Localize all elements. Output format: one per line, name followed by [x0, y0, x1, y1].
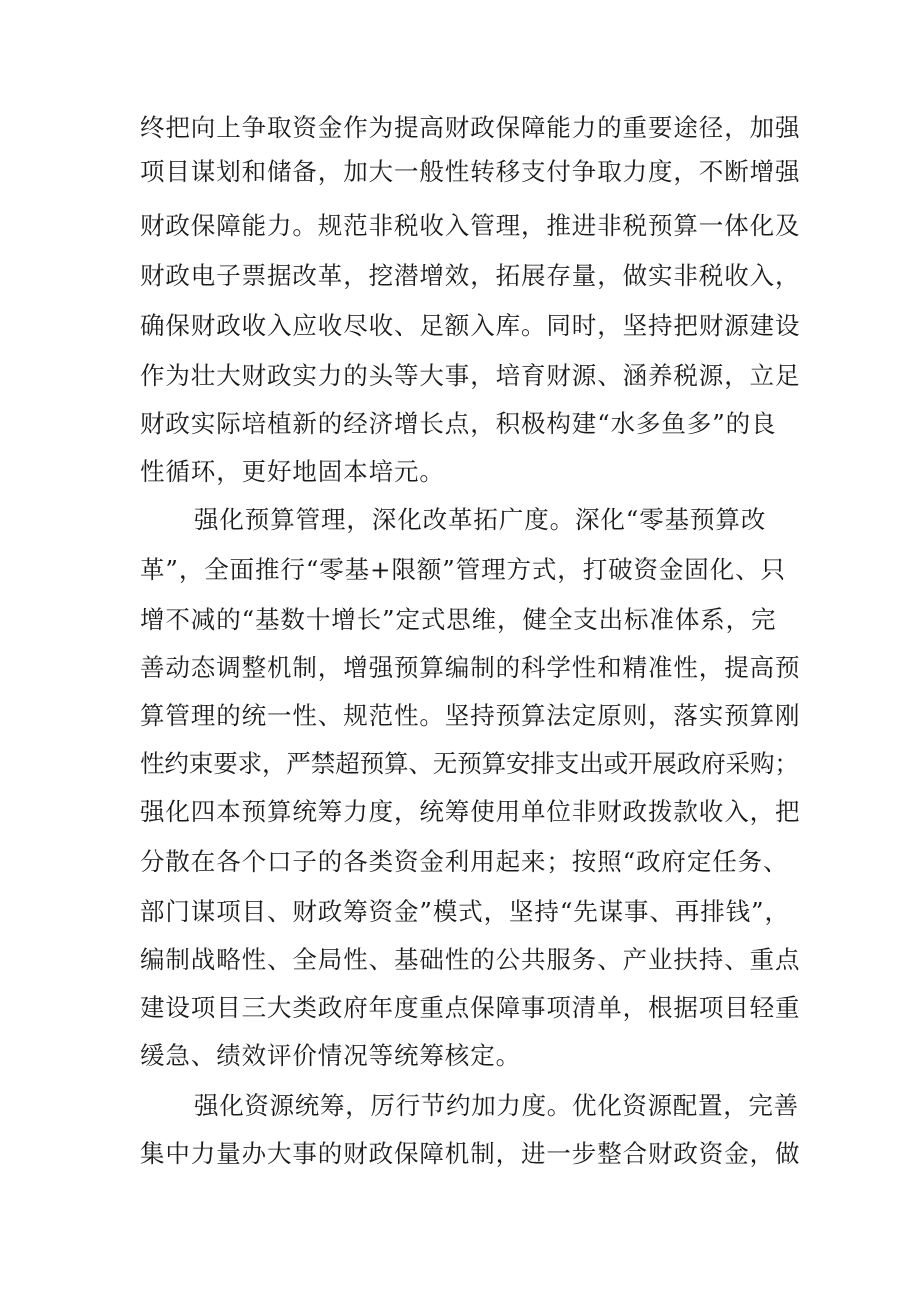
text-line: 性循环，更好地固本培元。 — [140, 457, 445, 486]
text-line: 善动态调整机制，增强预算编制的科学性和精准性，提高预 — [140, 653, 801, 682]
text-line: 集中力量办大事的财政保障机制，进一步整合财政资金，做 — [140, 1139, 801, 1168]
text-line: 缓急、绩效评价情况等统筹核定。 — [140, 1041, 521, 1070]
paragraph-first-line: 强化预算管理，深化改革拓广度。深化“零基预算改 — [194, 505, 767, 534]
text-line: 作为壮大财政实力的头等大事，培育财源、涵养税源，立足 — [140, 361, 801, 390]
text-line: 项目谋划和储备，加大一般性转移支付争取力度，不断增强 — [140, 157, 801, 186]
text-line: 算管理的统一性、规范性。坚持预算法定原则，落实预算刚 — [140, 701, 801, 730]
text-line: 确保财政收入应收尽收、足额入库。同时，坚持把财源建设 — [140, 311, 801, 340]
text-line: 建设项目三大类政府年度重点保障事项清单，根据项目轻重 — [140, 993, 801, 1022]
paragraph-first-line: 强化资源统筹，厉行节约加力度。优化资源配置，完善 — [194, 1091, 799, 1120]
text-line: 性约束要求，严禁超预算、无预算安排支出或开展政府采购； — [140, 749, 799, 778]
text-line: 部门谋项目、财政筹资金”模式，坚持“先谋事、再排钱”， — [140, 897, 790, 926]
text-line: 终把向上争取资金作为提高财政保障能力的重要途径，加强 — [140, 113, 801, 142]
text-line: 财政保障能力。规范非税收入管理，推进非税预算一体化及 — [140, 211, 801, 240]
text-line: 革”，全面推行“零基+限额”管理方式，打破资金固化、只 — [140, 555, 786, 584]
text-line: 财政电子票据改革，挖潜增效，拓展存量，做实非税收入， — [140, 261, 801, 290]
text-line: 强化四本预算统筹力度，统筹使用单位非财政拨款收入，把 — [140, 797, 801, 826]
text-line: 编制战略性、全局性、基础性的公共服务、产业扶持、重点 — [140, 945, 801, 974]
text-line: 分散在各个口子的各类资金利用起来；按照“政府定任务、 — [140, 847, 789, 876]
text-line: 增不减的“基数十增长”定式思维，健全支出标准体系，完 — [140, 605, 777, 634]
text-line: 财政实际培植新的经济增长点，积极构建“水多鱼多”的良 — [140, 409, 777, 438]
